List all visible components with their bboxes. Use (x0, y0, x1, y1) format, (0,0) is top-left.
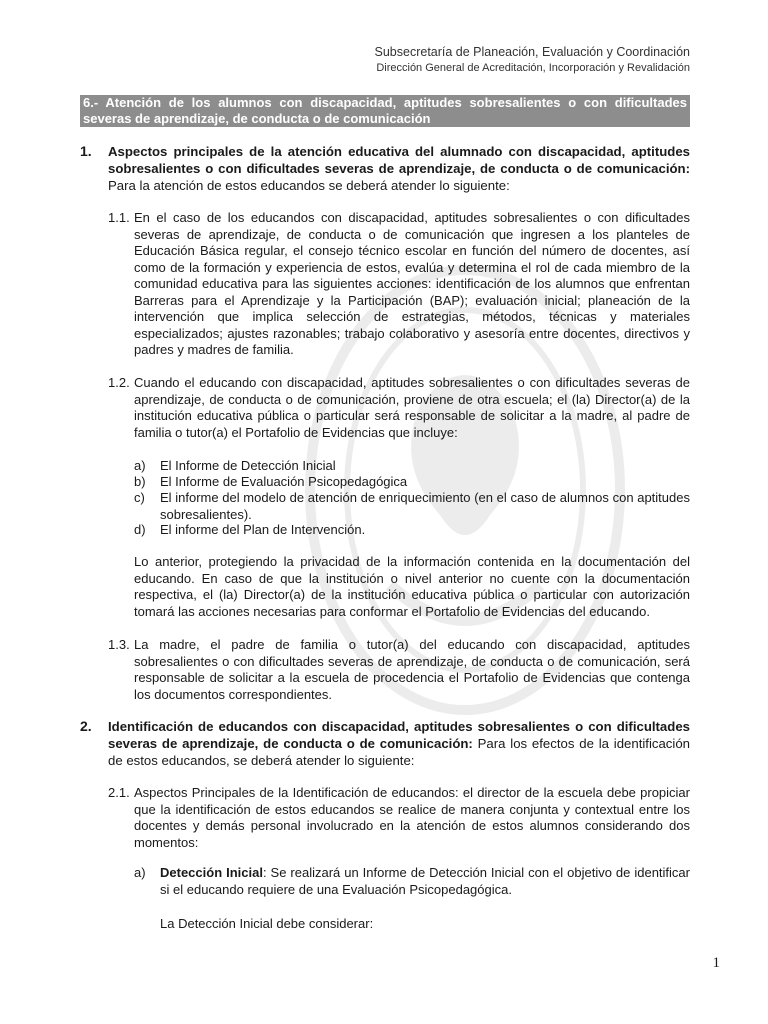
item-1-1-number: 1.1. (108, 210, 130, 225)
item-1-2-after-paragraph: Lo anterior, protegiendo la privacidad de la información contenida en la documentación del educando. En caso de que la institución o nivel anterior no cuente con la documentación respectiva, el (la) Director(a) de la institución educativa pública o particular con autorización tomará las acciones necesarias para conformar el Portafolio de Evidencias del educando. (134, 554, 690, 619)
item-1-number: 1. (80, 143, 92, 159)
list-item-b: El Informe de Evaluación Psicopedagógica (160, 474, 408, 489)
list-item-a: El Informe de Detección Inicial (160, 458, 336, 473)
detection-text: : Se realizará un Informe de Detección Inicial con el objetivo de identificar si el educando requiere de una Evaluación Psicopedagógica. (160, 865, 690, 897)
item-1-3-paragraph: La madre, el padre de familia o tutor(a) del educando con discapacidad, aptitudes sobresalientes o con dificultades severas de aprendizaje, de conducta o de comunicación, será responsable de solicitar a la escuela de procedencia el Portafolio de Evidencias que contenga los documentos correspondientes. (134, 637, 690, 702)
detection-consider-text: La Detección Inicial debe considerar: (160, 916, 374, 931)
list-letter-a: a) (134, 458, 146, 473)
list-letter-d: d) (134, 522, 146, 537)
list-letter-c: c) (134, 490, 145, 505)
page-header (375, 44, 690, 76)
page-number: 1 (712, 955, 720, 971)
header-line-1: Subsecretaría de Planeación, Evaluación y Coordinación (374, 45, 690, 59)
item-1-2-number: 1.2. (108, 375, 130, 390)
item-2-1-number: 2.1. (108, 785, 130, 800)
item-2-number: 2. (80, 718, 92, 734)
list-item-c: El informe del modelo de atención de enriquecimiento (en el caso de alumnos con aptitudes sobresalientes). (160, 490, 690, 522)
item-1-text: Para la atención de estos educandos se deberá atender lo siguiente: (108, 178, 510, 193)
list-item-d: El informe del Plan de Intervención. (160, 522, 366, 537)
item-2-text: Para los efectos de la identificación de estos educandos, se deberá atender lo siguiente: (108, 736, 691, 768)
header-line-2: Dirección General de Acreditación, Incorporación y Revalidación (376, 62, 690, 74)
item-1-2-paragraph: Cuando el educando con discapacidad, aptitudes sobresalientes o con dificultades severas de aprendizaje, de conducta o de comunicación, proviene de otra escuela; el (la) Director(a) de la institución educativa pública o particular será responsable de solicitar a la madre, al padre de familia o tutor(a) el Portafolio de Evidencias que incluye: (134, 375, 690, 440)
item-2-1-a-letter: a) (134, 865, 146, 880)
list-letter-b: b) (134, 474, 146, 489)
item-2-1-paragraph: Aspectos Principales de la Identificación de educandos: el director de la escuela debe propiciar que la identificación de estos educandos se realice de manera conjunta y contextual entre los docentes y demás personal involucrado en la atención de estos alumnos considerando dos momentos: (134, 785, 690, 850)
item-2-paragraph (108, 718, 690, 769)
item-2-1-a-paragraph (160, 865, 690, 898)
item-2-heading: Identificación de educandos con discapacidad, aptitudes sobresalientes o con dificultades severas de aprendizaje, de conducta o de comunicación: (108, 719, 690, 751)
detection-heading: Detección Inicial (160, 865, 263, 880)
item-1-1-paragraph: En el caso de los educandos con discapacidad, aptitudes sobresalientes o con dificultades severas de aprendizaje, de conducta o de comunicación que ingresen a los planteles de Educación Básica regular, el consejo técnico escolar en función del número de docentes, así como de la formación y experiencia de estos, evalúa y determina el rol de cada miembro de la comunidad educativa para las siguientes acciones: identificación de los alumnos que enfrentan Barreras para el Aprendizaje y la Participación (BAP); evaluación inicial; planeación de la intervención que implica selección de estrategias, métodos, técnicas y materiales especializados; ajustes razonables; trabajo colaborativo y asesoría entre docentes, directivos y padres y madres de familia. (134, 210, 690, 357)
section-title-bar: 6.- Atención de los alumnos con discapacidad, aptitudes sobresalientes o con dificultades severas de aprendizaje, de conducta o de comunicación (80, 95, 690, 127)
item-1-paragraph (108, 143, 690, 194)
item-1-heading: Aspectos principales de la atención educativa del alumnado con discapacidad, aptitudes sobresalientes o con dificultades severas de aprendizaje, de conducta o de comunicación: (108, 144, 690, 176)
item-1-3-number: 1.3. (108, 637, 130, 652)
